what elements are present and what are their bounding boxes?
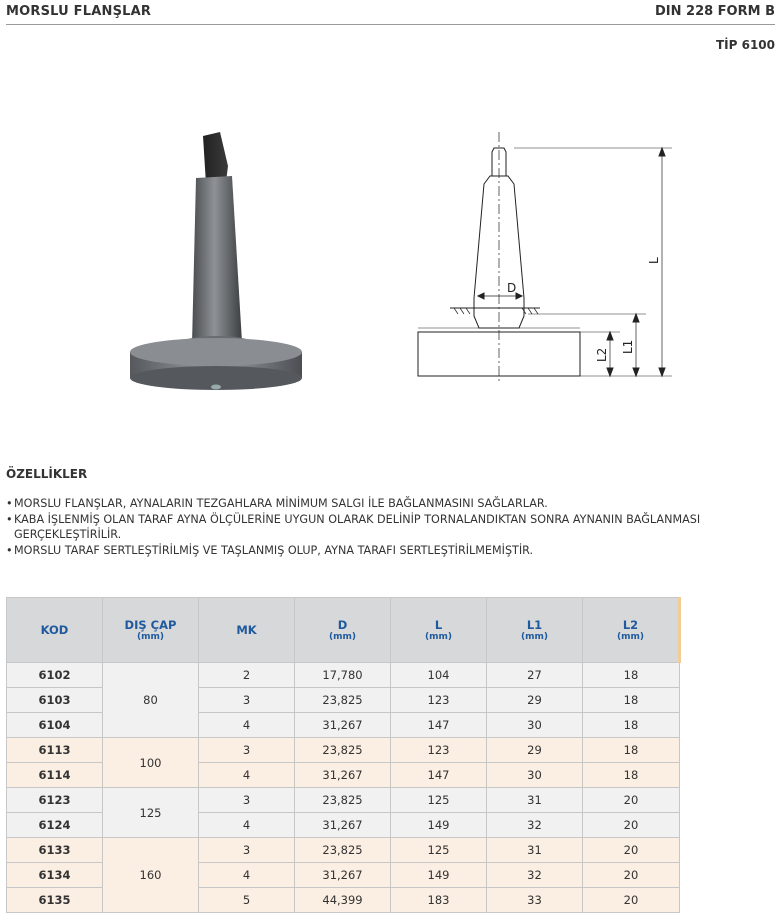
cell-mk: 3 — [199, 688, 295, 713]
features-title: ÖZELLİKLER — [6, 467, 88, 481]
cell-l1: 31 — [487, 838, 583, 863]
label-d: D — [507, 281, 517, 295]
product-photo — [108, 122, 318, 402]
cell-dis-cap: 125 — [103, 788, 199, 838]
cell-mk: 4 — [199, 763, 295, 788]
header-l: L (mm) — [391, 598, 487, 663]
table-row — [7, 838, 680, 863]
cell-dis-cap: 80 — [103, 663, 199, 738]
cell-l2: 20 — [583, 788, 680, 813]
cell-l2: 18 — [583, 663, 680, 688]
table-row — [7, 663, 680, 688]
cell-l1: 27 — [487, 663, 583, 688]
cell-d: 23,825 — [295, 838, 391, 863]
cell-kod: 6134 — [7, 863, 103, 888]
cell-d: 31,267 — [295, 763, 391, 788]
cell-d: 31,267 — [295, 813, 391, 838]
cell-mk: 3 — [199, 788, 295, 813]
cell-d: 23,825 — [295, 688, 391, 713]
cell-l1: 33 — [487, 888, 583, 913]
cell-l2: 18 — [583, 738, 680, 763]
cell-mk: 2 — [199, 663, 295, 688]
cell-l1: 29 — [487, 738, 583, 763]
cell-mk: 4 — [199, 713, 295, 738]
cell-l1: 30 — [487, 763, 583, 788]
header-mk: MK — [199, 598, 295, 663]
cell-l1: 32 — [487, 813, 583, 838]
header-kod: KOD — [7, 598, 103, 663]
cell-d: 23,825 — [295, 738, 391, 763]
cell-d: 17,780 — [295, 663, 391, 688]
cell-l: 104 — [391, 663, 487, 688]
cell-kod: 6124 — [7, 813, 103, 838]
cell-l1: 30 — [487, 713, 583, 738]
header-l2: L2 (mm) — [583, 598, 680, 663]
type-label: TİP 6100 — [715, 38, 775, 52]
cell-mk: 4 — [199, 863, 295, 888]
cell-l: 125 — [391, 788, 487, 813]
table-header-row — [7, 598, 680, 663]
cell-mk: 3 — [199, 738, 295, 763]
cell-kod: 6104 — [7, 713, 103, 738]
label-l1: L1 — [621, 339, 635, 354]
spec-table — [6, 597, 681, 913]
cell-kod: 6114 — [7, 763, 103, 788]
cell-dis-cap: 100 — [103, 738, 199, 788]
feature-item: • KABA İŞLENMİŞ OLAN TARAF AYNA ÖLÇÜLERİNE UYGUN OLARAK DELİNİP TORNALANDIKTAN SONRA AYNANIN BAĞLANMASI GERÇEKLEŞTİRİLİR. — [6, 512, 778, 543]
page-title: MORSLU FLANŞLAR — [6, 4, 152, 19]
header-dis-cap: DIŞ ÇAP (mm) — [103, 598, 199, 663]
cell-kod: 6102 — [7, 663, 103, 688]
cell-mk: 4 — [199, 813, 295, 838]
cell-l2: 18 — [583, 713, 680, 738]
table-row — [7, 788, 680, 813]
cell-l2: 20 — [583, 838, 680, 863]
label-l2: L2 — [595, 347, 609, 362]
cell-l: 183 — [391, 888, 487, 913]
cell-mk: 5 — [199, 888, 295, 913]
cell-l: 123 — [391, 738, 487, 763]
cell-l2: 18 — [583, 688, 680, 713]
cell-kod: 6113 — [7, 738, 103, 763]
table-row — [7, 738, 680, 763]
cell-d: 31,267 — [295, 863, 391, 888]
header-d: D (mm) — [295, 598, 391, 663]
cell-l2: 18 — [583, 763, 680, 788]
cell-l: 149 — [391, 813, 487, 838]
features-list — [6, 496, 778, 558]
cell-l1: 32 — [487, 863, 583, 888]
cell-l: 147 — [391, 763, 487, 788]
cell-l: 147 — [391, 713, 487, 738]
cell-l2: 20 — [583, 813, 680, 838]
cell-kod: 6135 — [7, 888, 103, 913]
technical-drawing — [410, 128, 680, 388]
cell-l: 125 — [391, 838, 487, 863]
standard-label: DIN 228 FORM B — [654, 4, 775, 19]
cell-l2: 20 — [583, 888, 680, 913]
header-l1: L1 (mm) — [487, 598, 583, 663]
cell-l1: 31 — [487, 788, 583, 813]
cell-l2: 20 — [583, 863, 680, 888]
cell-dis-cap: 160 — [103, 838, 199, 913]
cell-mk: 3 — [199, 838, 295, 863]
cell-kod: 6103 — [7, 688, 103, 713]
cell-kod: 6123 — [7, 788, 103, 813]
cell-l: 123 — [391, 688, 487, 713]
cell-d: 23,825 — [295, 788, 391, 813]
label-l: L — [647, 257, 661, 264]
feature-item: • MORSLU FLANŞLAR, AYNALARIN TEZGAHLARA MİNİMUM SALGI İLE BAĞLANMASINI SAĞLARLAR. — [6, 496, 778, 512]
header-divider — [6, 24, 775, 25]
cell-d: 44,399 — [295, 888, 391, 913]
cell-l: 149 — [391, 863, 487, 888]
cell-d: 31,267 — [295, 713, 391, 738]
cell-l1: 29 — [487, 688, 583, 713]
feature-item: • MORSLU TARAF SERTLEŞTİRİLMİŞ VE TAŞLANMIŞ OLUP, AYNA TARAFI SERTLEŞTİRİLMEMİŞTİR. — [6, 543, 778, 559]
cell-kod: 6133 — [7, 838, 103, 863]
